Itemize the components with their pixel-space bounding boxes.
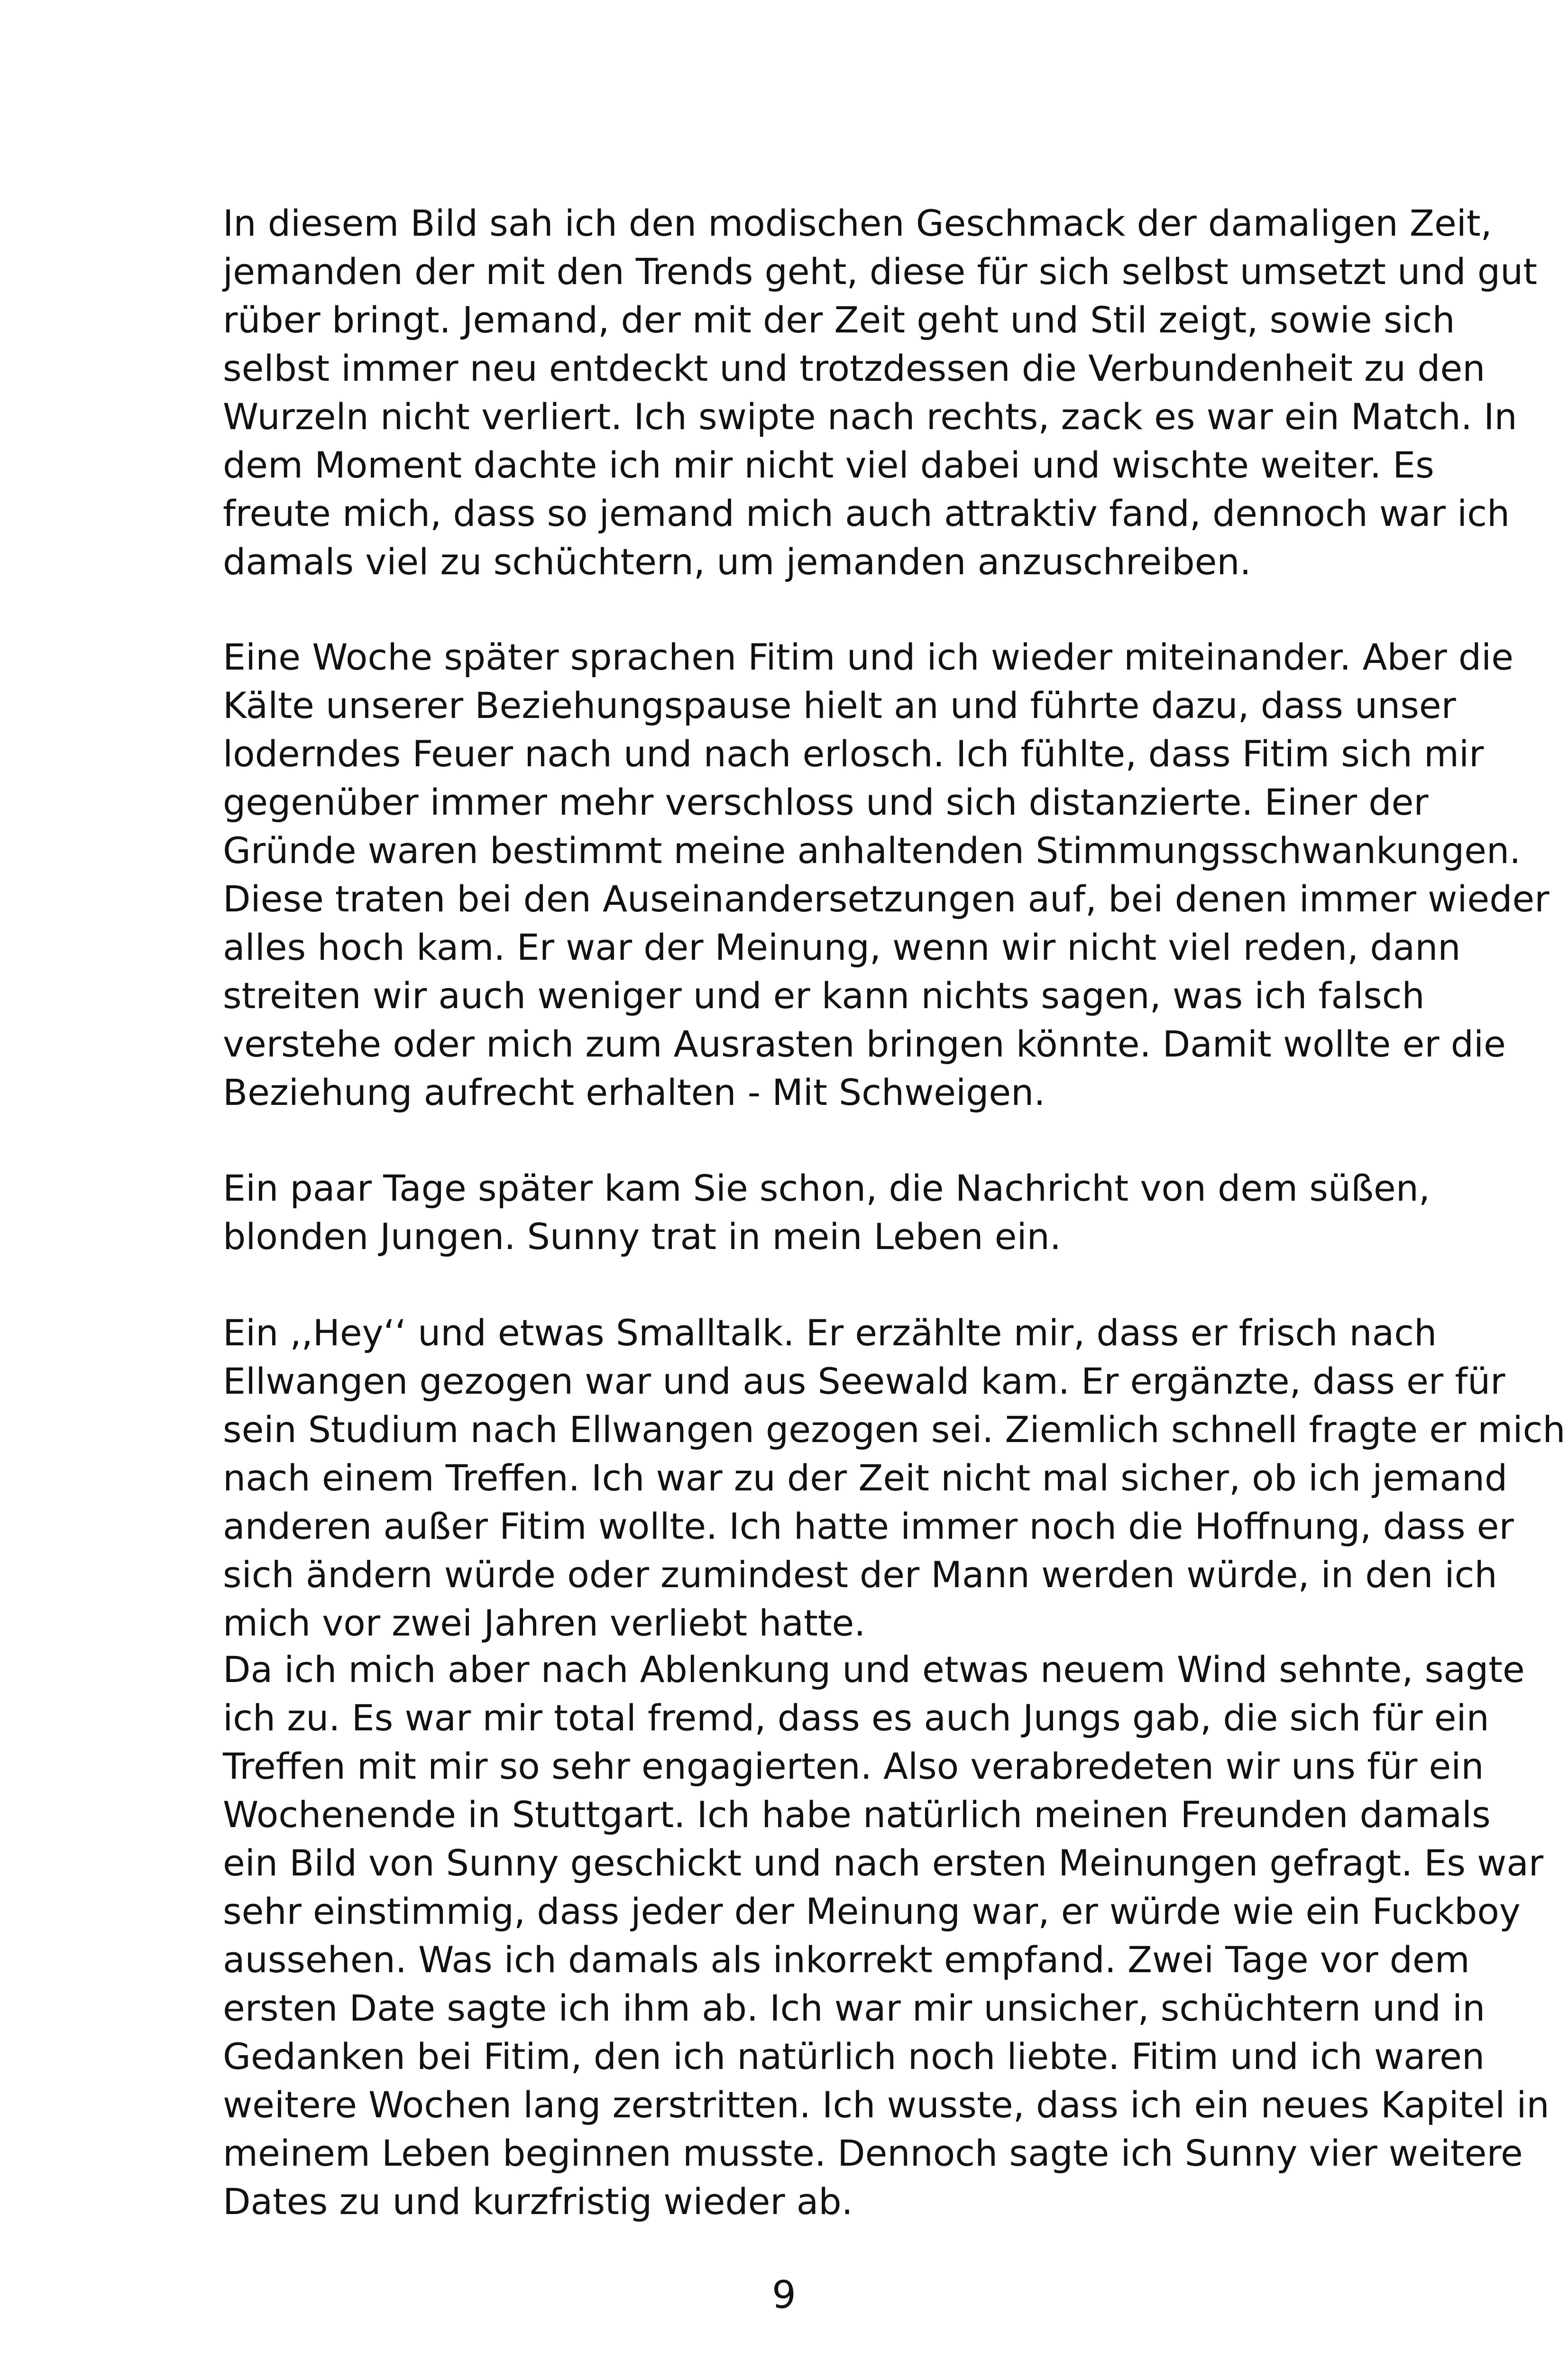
text-line: loderndes Feuer nach und nach erlosch. Ich fühlte, dass Fitim sich mir xyxy=(223,733,1484,775)
text-line: weitere Wochen lang zerstritten. Ich wusste, dass ich ein neues Kapitel in xyxy=(223,2084,1550,2126)
text-line: selbst immer neu entdeckt und trotzdessen die Verbundenheit zu den xyxy=(223,347,1485,389)
text-line: Gründe waren bestimmt meine anhaltenden Stimmungsschwankungen. xyxy=(223,829,1521,872)
text-line: Ein ,,Hey‘‘ und etwas Smalltalk. Er erzählte mir, dass er frisch nach xyxy=(223,1312,1437,1354)
text-line: streiten wir auch weniger und er kann nichts sagen, was ich falsch xyxy=(223,974,1425,1017)
paragraph xyxy=(223,1164,1430,1261)
text-line: ein Bild von Sunny geschickt und nach ersten Meinungen gefragt. Es war xyxy=(223,1842,1544,1884)
text-line: sich ändern würde oder zumindest der Mann werden würde, in den ich xyxy=(223,1553,1497,1596)
text-line: damals viel zu schüchtern, um jemanden anzuschreiben. xyxy=(223,541,1251,583)
text-line: ersten Date sagte ich ihm ab. Ich war mir unsicher, schüchtern und in xyxy=(223,1987,1485,2029)
text-line: verstehe oder mich zum Ausrasten bringen könnte. Damit wollte er die xyxy=(223,1023,1506,1065)
text-line: Beziehung aufrecht erhalten - Mit Schweigen. xyxy=(223,1071,1045,1113)
text-line: Kälte unserer Beziehungspause hielt an und führte dazu, dass unser xyxy=(223,684,1456,726)
text-line: Gedanken bei Fitim, den ich natürlich noch liebte. Fitim und ich waren xyxy=(223,2035,1485,2077)
text-line: alles hoch kam. Er war der Meinung, wenn wir nicht viel reden, dann xyxy=(223,926,1461,968)
text-line: sein Studium nach Ellwangen gezogen sei. Ziemlich schnell fragte er mich xyxy=(223,1408,1566,1451)
text-line: jemanden der mit den Trends geht, diese für sich selbst umsetzt und gut xyxy=(223,250,1538,293)
text-line: nach einem Treffen. Ich war zu der Zeit nicht mal sicher, ob ich jemand xyxy=(223,1457,1508,1499)
text-line: Ellwangen gezogen war und aus Seewald kam. Er ergänzte, dass er für xyxy=(223,1360,1505,1402)
text-line: Diese traten bei den Auseinandersetzungen auf, bei denen immer wieder xyxy=(223,878,1550,920)
text-line: freute mich, dass so jemand mich auch attraktiv fand, dennoch war ich xyxy=(223,492,1510,534)
paragraph xyxy=(223,875,1550,1117)
text-line: mich vor zwei Jahren verliebt hatte. xyxy=(223,1602,866,1644)
text-line: Wochenende in Stuttgart. Ich habe natürlich meinen Freunden damals xyxy=(223,1793,1491,1836)
text-line: Ein paar Tage später kam Sie schon, die Nachricht von dem süßen, xyxy=(223,1167,1430,1209)
text-line: dem Moment dachte ich mir nicht viel dabei und wischte weiter. Es xyxy=(223,444,1434,486)
text-line: ich zu. Es war mir total fremd, dass es auch Jungs gab, die sich für ein xyxy=(223,1697,1489,1739)
text-line: Wurzeln nicht verliert. Ich swipte nach rechts, zack es war ein Match. In xyxy=(223,395,1517,438)
text-line: Dates zu und kurzfristig wieder ab. xyxy=(223,2180,853,2223)
text-line: Eine Woche später sprachen Fitim und ich wieder miteinander. Aber die xyxy=(223,636,1513,678)
text-line: anderen außer Fitim wollte. Ich hatte immer noch die Hoffnung, dass er xyxy=(223,1505,1514,1547)
page-number: 9 xyxy=(772,2273,796,2317)
paragraph xyxy=(223,199,1538,586)
text-line: meinem Leben beginnen musste. Dennoch sagte ich Sunny vier weitere xyxy=(223,2132,1523,2174)
text-line: gegenüber immer mehr verschloss und sich distanzierte. Einer der xyxy=(223,781,1429,823)
paragraph xyxy=(223,1309,1566,1647)
body-text xyxy=(223,0,1566,2371)
text-line: sehr einstimmig, dass jeder der Meinung war, er würde wie ein Fuckboy xyxy=(223,1890,1521,1932)
text-line: blonden Jungen. Sunny trat in mein Leben ein. xyxy=(223,1215,1062,1258)
paragraph xyxy=(223,633,1521,875)
text-line: Da ich mich aber nach Ablenkung und etwas neuem Wind sehnte, sagte xyxy=(223,1648,1525,1691)
text-line: aussehen. Was ich damals als inkorrekt empfand. Zwei Tage vor dem xyxy=(223,1939,1470,1981)
paragraph xyxy=(223,1645,1550,2226)
text-line: In diesem Bild sah ich den modischen Geschmack der damaligen Zeit, xyxy=(223,202,1492,244)
text-line: Treffen mit mir so sehr engagierten. Also verabredeten wir uns für ein xyxy=(223,1745,1484,1787)
text-line: rüber bringt. Jemand, der mit der Zeit geht und Stil zeigt, sowie sich xyxy=(223,299,1455,341)
